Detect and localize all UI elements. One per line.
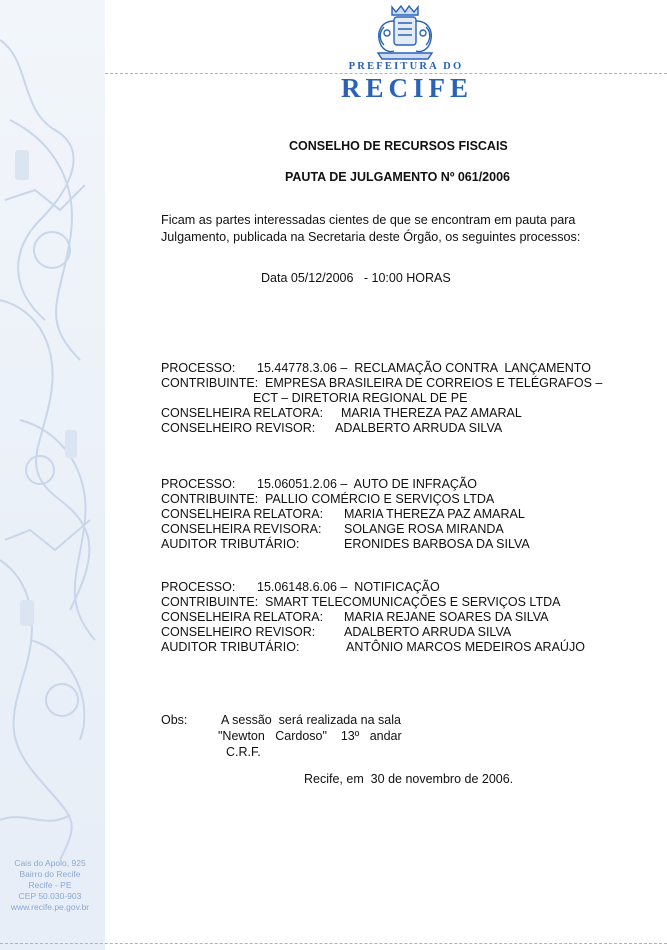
intro-line: Ficam as partes interessadas cientes de que se encontram em pauta para: [161, 213, 576, 227]
address-line: Recife - PE: [28, 880, 72, 890]
reviewer-value: ADALBERTO ARRUDA SILVA: [335, 421, 503, 435]
coat-of-arms-icon: [370, 3, 440, 61]
brand-prefix: PREFEITURA DO: [348, 61, 464, 72]
process-label: PROCESSO:: [161, 580, 236, 594]
closing-date: Recife, em 30 de novembro de 2006.: [304, 772, 514, 786]
rapporteur-value: MARIA THEREZA PAZ AMARAL: [344, 507, 525, 521]
process-label: PROCESSO:: [161, 361, 236, 375]
footer-address: [4, 858, 96, 913]
process-value: 15.44778.3.06 – RECLAMAÇÃO CONTRA LANÇAMENTO: [257, 361, 591, 375]
intro-paragraph: [161, 212, 631, 246]
address-line: Bairro do Recife: [19, 869, 81, 879]
sidebar-decoration: [0, 0, 105, 950]
reviewer-value: SOLANGE ROSA MIRANDA: [344, 522, 504, 536]
taxpayer-label: CONTRIBUINTE:: [161, 376, 259, 390]
taxpayer-continuation: ECT – DIRETORIA REGIONAL DE PE: [253, 391, 468, 405]
taxpayer-value: SMART TELECOMUNICAÇÕES E SERVIÇOS LTDA: [265, 595, 561, 609]
footer-rule: [0, 943, 667, 944]
auditor-value: ERONIDES BARBOSA DA SILVA: [344, 537, 530, 551]
reviewer-label: CONSELHEIRO REVISOR:: [161, 421, 316, 435]
rapporteur-label: CONSELHEIRA RELATORA:: [161, 507, 324, 521]
brand-logo-text: RECIFE: [340, 73, 473, 103]
taxpayer-label: CONTRIBUINTE:: [161, 492, 259, 506]
rapporteur-label: CONSELHEIRA RELATORA:: [161, 610, 324, 624]
auditor-label: AUDITOR TRIBUTÁRIO:: [161, 537, 300, 551]
address-line: Cais do Apolo, 925: [14, 858, 86, 868]
taxpayer-label: CONTRIBUINTE:: [161, 595, 259, 609]
process-label: PROCESSO:: [161, 477, 236, 491]
auditor-label: AUDITOR TRIBUTÁRIO:: [161, 640, 300, 654]
taxpayer-value: EMPRESA BRASILEIRA DE CORREIOS E TELÉGRAFOS –: [265, 376, 603, 390]
reviewer-label: CONSELHEIRO REVISOR:: [161, 625, 316, 639]
address-link: www.recife.pe.gov.br: [10, 902, 90, 912]
intro-line: Julgamento, publicada na Secretaria deste Órgão, os seguintes processos:: [161, 230, 581, 244]
reviewer-value: ADALBERTO ARRUDA SILVA: [344, 625, 512, 639]
document-title: CONSELHO DE RECURSOS FISCAIS: [289, 139, 508, 153]
observation-label: Obs:: [161, 713, 188, 727]
ornament-art: [0, 0, 105, 950]
observation-line: C.R.F.: [226, 745, 261, 759]
reviewer-label: CONSELHEIRA REVISORA:: [161, 522, 322, 536]
rapporteur-value: MARIA THEREZA PAZ AMARAL: [341, 406, 522, 420]
session-date: Data 05/12/2006 - 10:00 HORAS: [261, 271, 451, 285]
document-subtitle: PAUTA DE JULGAMENTO Nº 061/2006: [285, 170, 510, 184]
observation-line: "Newton Cardoso" 13º andar: [218, 729, 402, 743]
process-value: 15.06148.6.06 – NOTIFICAÇÃO: [257, 580, 440, 594]
taxpayer-value: PALLIO COMÉRCIO E SERVIÇOS LTDA: [265, 492, 495, 506]
observation-line: A sessão será realizada na sala: [221, 713, 401, 727]
process-value: 15.06051.2.06 – AUTO DE INFRAÇÃO: [257, 477, 478, 491]
address-line: CEP 50.030-903: [18, 891, 82, 901]
auditor-value: ANTÔNIO MARCOS MEDEIROS ARAÚJO: [346, 640, 585, 654]
rapporteur-value: MARIA REJANE SOARES DA SILVA: [344, 610, 549, 624]
rapporteur-label: CONSELHEIRA RELATORA:: [161, 406, 324, 420]
